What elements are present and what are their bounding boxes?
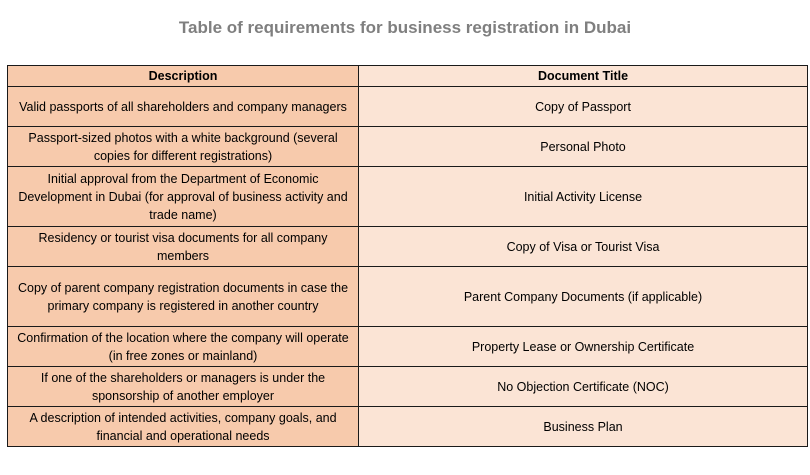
requirements-table [7, 65, 808, 447]
description-cell: Valid passports of all shareholders and company managers [8, 87, 359, 127]
document-title-cell: Copy of Passport [359, 87, 808, 127]
document-title-cell: Property Lease or Ownership Certificate [359, 327, 808, 367]
description-cell: Initial approval from the Department of Economic Development in Dubai (for approval of business activity and trade name) [8, 167, 359, 227]
document-title-cell: Business Plan [359, 407, 808, 447]
description-cell: Confirmation of the location where the company will operate (in free zones or mainland) [8, 327, 359, 367]
table-row [8, 407, 808, 447]
document-title-cell: Copy of Visa or Tourist Visa [359, 227, 808, 267]
header-document-title: Document Title [359, 66, 808, 87]
description-cell: If one of the shareholders or managers is under the sponsorship of another employer [8, 367, 359, 407]
document-title-cell: Personal Photo [359, 127, 808, 167]
table-row [8, 87, 808, 127]
table-header-row [8, 66, 808, 87]
table-row [8, 227, 808, 267]
table-row [8, 327, 808, 367]
description-cell: Residency or tourist visa documents for all company members [8, 227, 359, 267]
document-title-cell: Parent Company Documents (if applicable) [359, 267, 808, 327]
description-cell: Passport-sized photos with a white background (several copies for different registrations) [8, 127, 359, 167]
header-description: Description [8, 66, 359, 87]
page-title: Table of requirements for business registration in Dubai [178, 18, 632, 37]
description-cell: Copy of parent company registration documents in case the primary company is registered in another country [8, 267, 359, 327]
table-row [8, 267, 808, 327]
document-title-cell: Initial Activity License [359, 167, 808, 227]
document-title-cell: No Objection Certificate (NOC) [359, 367, 808, 407]
description-cell: A description of intended activities, company goals, and financial and operational needs [8, 407, 359, 447]
table-row [8, 367, 808, 407]
table-row [8, 167, 808, 227]
table-row [8, 127, 808, 167]
